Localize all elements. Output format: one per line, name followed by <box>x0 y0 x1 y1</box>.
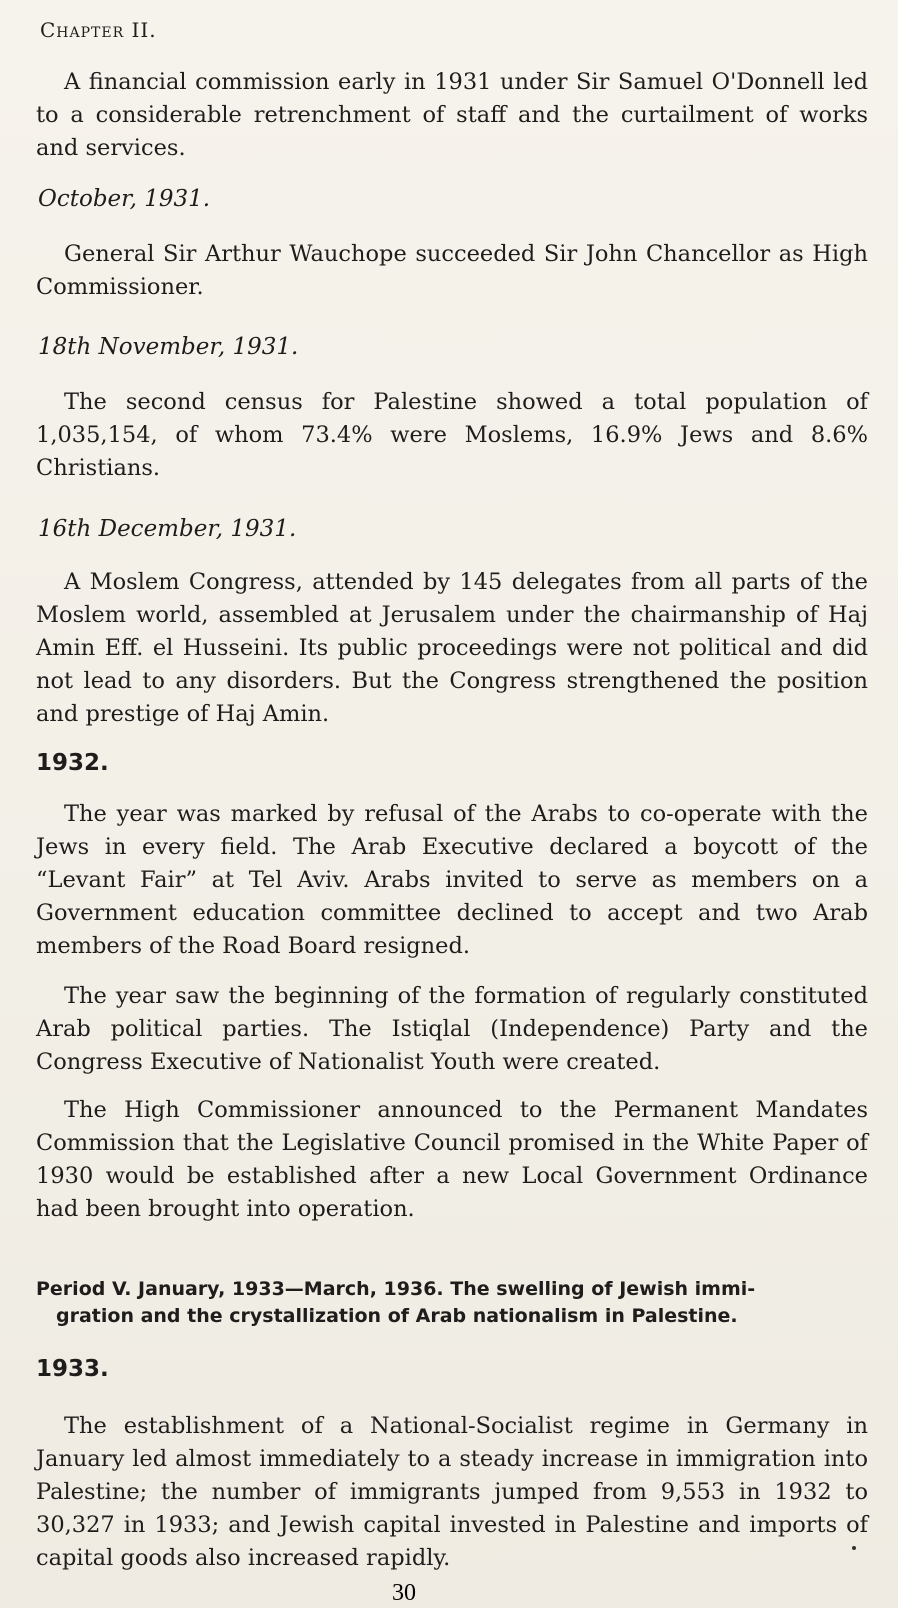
paragraph-national-socialist: The establishment of a National-Socialist regime in Germany in January led almost immediately to a steady increase in immigration into Palestine; the number of immigrants jumped from 9,553 in 1932 to 30,327 in 1933; and Jewish capital invested in Palestine and imports of capital goods also increased rapidly. <box>36 1413 868 1571</box>
paragraph-census: The second census for Palestine showed a total population of 1,035,154, of whom 73.4% were Moslems, 16.9% Jews and 8.6% Christians. <box>36 389 868 481</box>
paragraph-political-parties: The year saw the beginning of the formation of regularly constituted Arab political parties. The Istiqlal (Independence) Party and the Congress Executive of Nationalist Youth were created. <box>36 983 868 1075</box>
period-heading-line2: gration and the crystallization of Arab nationalism in Palestine. <box>56 1305 738 1327</box>
chapter-header: Chapter II. <box>40 18 157 42</box>
paragraph-moslem-congress: A Moslem Congress, attended by 145 delegates from all parts of the Moslem world, assembled at Jerusalem under the chairmanship of Haj Amin Eff. el Husseini. Its public proceedings were not political and did not lead to any disorders. But the Congress strengthened the position and prestige of Haj Amin. <box>36 569 868 727</box>
paragraph-refusal-cooperate: The year was marked by refusal of the Arabs to co-operate with the Jews in every field. The Arab Executive declared a boycott of the “Levant Fair” at Tel Aviv. Arabs invited to serve as members on a Government education committee declined to accept and two Arab members of the Road Board resigned. <box>36 801 868 959</box>
date-16-december-1931: 16th December, 1931. <box>38 516 297 542</box>
paragraph-wauchope: General Sir Arthur Wauchope succeeded Sir John Chancellor as High Commissioner. <box>36 241 868 300</box>
date-18-november-1931: 18th November, 1931. <box>38 334 299 360</box>
date-october-1931: October, 1931. <box>38 186 211 212</box>
year-heading-1933: 1933. <box>36 1356 109 1382</box>
period-heading-line1: Period V. January, 1933—March, 1936. The swelling of Jewish immi- <box>36 1278 756 1300</box>
paragraph-legislative-council: The High Commissioner announced to the Permanent Mandates Commission that the Legislative Council promised in the White Paper of 1930 would be established after a new Local Government Ordinance had been brought into operation. <box>36 1097 868 1222</box>
paragraph-financial-commission: A financial commission early in 1931 under Sir Samuel O'Donnell led to a considerable retrenchment of staff and the curtailment of works and services. <box>36 69 868 161</box>
year-heading-1932: 1932. <box>36 750 109 776</box>
page-number: 30 <box>392 1580 416 1606</box>
period-heading <box>36 1276 868 1330</box>
ink-speck <box>852 1546 856 1550</box>
